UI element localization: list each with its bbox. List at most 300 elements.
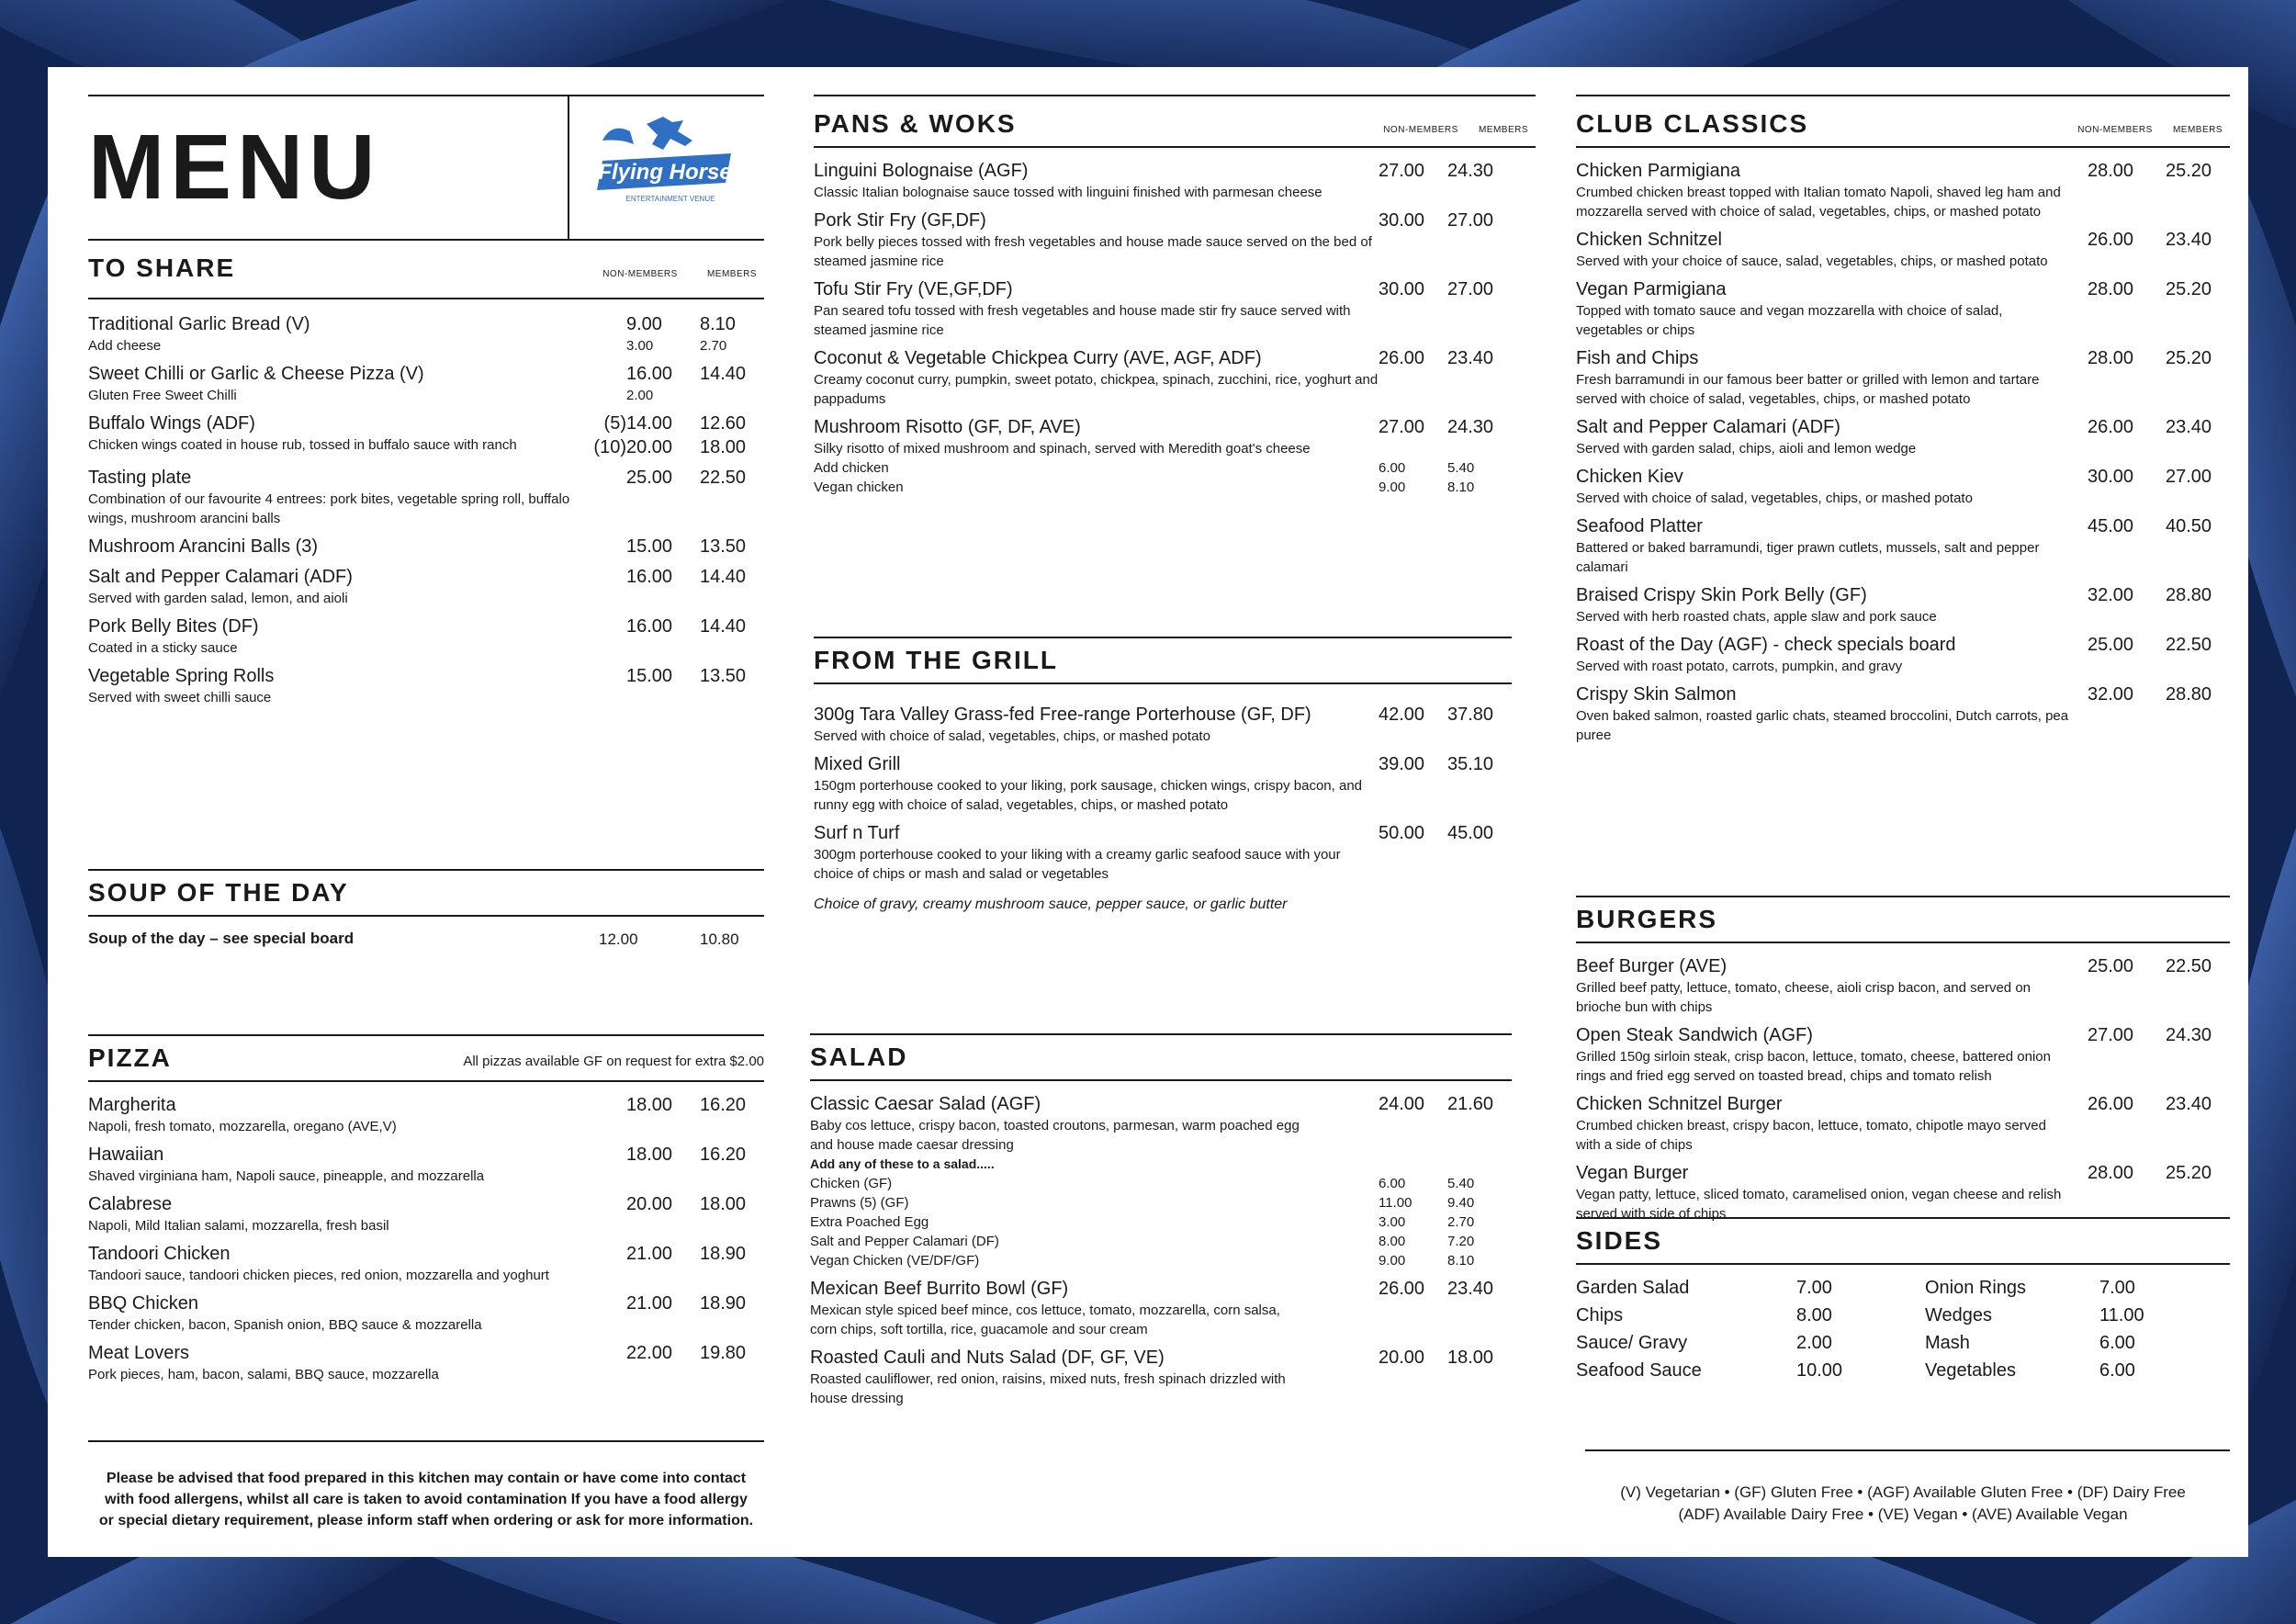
item-row (88, 535, 764, 558)
item-name: BBQ Chicken (88, 1293, 199, 1314)
grill-sauce-note: Choice of gravy, creamy mushroom sauce, pepper sauce, or garlic butter (814, 897, 1288, 912)
side-price: 7.00 (1796, 1278, 1832, 1298)
item-description: Served with roast potato, carrots, pumpkin, and gravy (1576, 659, 1903, 674)
price-members: 27.00 (1447, 279, 1494, 299)
column-left (88, 95, 764, 1528)
add-on-name: Add chicken (814, 460, 889, 476)
section-title: CLUB CLASSICS (1576, 109, 1809, 138)
price-non-members: 3.00 (626, 338, 654, 354)
side-price: 6.00 (2099, 1360, 2135, 1381)
menu-item (88, 1341, 764, 1384)
item-name: Surf n Turf (814, 823, 900, 843)
menu-item (1576, 228, 2230, 271)
price-non-members: 16.00 (626, 567, 673, 587)
item-qty: (10) (593, 437, 626, 457)
add-on-name: Chicken (GF) (810, 1176, 893, 1191)
section-title: BURGERS (1576, 905, 1718, 933)
price-members: 16.20 (700, 1145, 747, 1165)
item-description: Grilled beef patty, lettuce, tomato, cheese, aioli crisp bacon, and served on brioche bun with chips (1576, 980, 2031, 1015)
item-row (1576, 465, 2230, 489)
item-name: Roast of the Day (AGF) - check specials board (1576, 635, 1956, 655)
item-name: Classic Caesar Salad (AGF) (810, 1094, 1041, 1114)
add-on-row (810, 1193, 1512, 1212)
price-non-members: 18.00 (626, 1145, 673, 1165)
price-members: 23.40 (2166, 417, 2212, 437)
sides-table (1576, 1276, 2230, 1386)
side-price: 8.00 (1796, 1305, 1832, 1325)
item-name: Braised Crispy Skin Pork Belly (GF) (1576, 585, 1867, 605)
item-name: Crispy Skin Salmon (1576, 684, 1737, 705)
item-row (1576, 583, 2230, 607)
item-name: Mixed Grill (814, 754, 901, 774)
item-row (814, 415, 1512, 439)
price-members: 35.10 (1447, 754, 1494, 774)
item-description: Napoli, Mild Italian salami, mozzarella, fresh basil (88, 1218, 389, 1234)
price-members: 7.20 (1447, 1234, 1475, 1249)
item-row (88, 1341, 764, 1365)
side-item (1925, 1331, 2228, 1355)
side-name: Vegetables (1925, 1360, 2016, 1381)
item-row (814, 346, 1512, 370)
item-name: Mushroom Arancini Balls (3) (88, 536, 319, 557)
price-members: 25.20 (2166, 1163, 2212, 1183)
price-members: 28.80 (2166, 585, 2212, 605)
price-members: 5.40 (1447, 460, 1475, 476)
item-description: Served with garden salad, chips, aioli and lemon wedge (1576, 441, 1917, 457)
price-members: 14.40 (700, 616, 747, 637)
flying-horse-logo (569, 96, 764, 239)
item-description: Fresh barramundi in our famous beer batter or grilled with lemon and tartare served with choice of salad, vegetables, chips, or mashed potato (1576, 372, 2040, 407)
menu-item (88, 1093, 764, 1136)
price-members: 25.20 (2166, 279, 2212, 299)
item-description: Battered or baked barramundi, tiger prawn cutlets, mussels, salt and pepper calamari (1576, 540, 2040, 575)
menu-item (1576, 682, 2230, 745)
legend-line: (V) Vegetarian • (GF) Gluten Free • (AGF) Available Gluten Free • (DF) Dairy Free (1620, 1483, 2186, 1501)
item-row (814, 209, 1512, 232)
menu-item (88, 1143, 764, 1186)
price-members: 5.40 (1447, 1176, 1475, 1191)
price-non-members: 9.00 (626, 314, 662, 334)
side-name: Seafood Sauce (1576, 1360, 1702, 1381)
item-description: Silky risotto of mixed mushroom and spinach, served with Meredith goat's cheese (814, 441, 1311, 457)
price-non-members: 2.00 (626, 388, 654, 403)
side-item (1925, 1359, 2228, 1382)
price-members: 25.20 (2166, 348, 2212, 368)
item-row (88, 1291, 764, 1315)
menu-item (1576, 1161, 2230, 1224)
price-members: 18.90 (700, 1244, 747, 1264)
price-non-members: 21.00 (626, 1244, 673, 1264)
price-non-members: 20.00 (626, 437, 673, 457)
add-on-row (88, 336, 764, 355)
menu-item (1576, 633, 2230, 676)
menu-item (88, 535, 764, 558)
section-title: PANS & WOKS (814, 109, 1017, 138)
item-description: Pork pieces, ham, bacon, salami, BBQ sauce, mozzarella (88, 1367, 439, 1382)
menu-item (88, 312, 764, 355)
item-description: Served with choice of salad, vegetables, chips, or mashed potato (814, 728, 1210, 744)
item-name: Sweet Chilli or Garlic & Cheese Pizza (V) (88, 364, 424, 384)
menu-item (814, 821, 1512, 884)
pizza-list (88, 1093, 764, 1384)
item-name: Chicken Parmigiana (1576, 161, 1740, 181)
item-row (88, 565, 764, 589)
price-non-members: 39.00 (1379, 754, 1425, 774)
item-qty: (5) (603, 413, 626, 434)
item-description: Shaved virginiana ham, Napoli sauce, pineapple, and mozzarella (88, 1168, 485, 1184)
menu-item (810, 1092, 1512, 1270)
grill-section (814, 646, 1512, 913)
add-on-row (814, 458, 1512, 478)
item-row (88, 1093, 764, 1117)
section-title: SALAD (810, 1043, 908, 1071)
item-name: Seafood Platter (1576, 516, 1703, 536)
item-row (1576, 1161, 2230, 1185)
price-members: 16.20 (700, 1095, 747, 1115)
item-name: Mexican Beef Burrito Bowl (GF) (810, 1279, 1069, 1299)
price-non-members: 8.00 (1379, 1234, 1406, 1249)
menu-item (88, 565, 764, 608)
menu-item (1576, 277, 2230, 340)
item-row (88, 466, 764, 490)
price-members: 2.70 (1447, 1214, 1475, 1230)
price-non-members: 28.00 (2088, 161, 2134, 181)
price-non-members: 28.00 (2088, 348, 2134, 368)
price-members: 23.40 (2166, 230, 2212, 250)
price-members: 23.40 (1447, 1279, 1494, 1299)
side-name: Onion Rings (1925, 1278, 2027, 1298)
item-name: Buffalo Wings (ADF) (88, 413, 255, 434)
menu-item (814, 703, 1512, 746)
item-description: Tandoori sauce, tandoori chicken pieces, red onion, mozzarella and yoghurt (88, 1268, 549, 1283)
menu-item (1576, 514, 2230, 577)
price-non-members: 22.00 (626, 1343, 673, 1363)
item-description: Classic Italian bolognaise sauce tossed with linguini finished with parmesan cheese (814, 185, 1322, 200)
item-description: Baby cos lettuce, crispy bacon, toasted croutons, parmesan, warm poached egg and house made caesar dressing (810, 1118, 1300, 1153)
price-members: 8.10 (1447, 1253, 1475, 1269)
price-non-members: 21.00 (626, 1293, 673, 1314)
item-description: Creamy coconut curry, pumpkin, sweet potato, chickpea, spinach, zucchini, rice, yoghurt and pappadums (814, 372, 1379, 407)
menu-item (814, 346, 1512, 409)
side-price: 7.00 (2099, 1278, 2135, 1298)
item-description: Napoli, fresh tomato, mozzarella, oregano (AVE,V) (88, 1119, 397, 1134)
item-description: Pan seared tofu tossed with fresh vegetables and house made stir fry sauce served with steamed jasmine rice (814, 303, 1351, 338)
item-row (1576, 277, 2230, 301)
menu-item (88, 664, 764, 707)
side-price: 2.00 (1796, 1333, 1832, 1353)
side-name: Wedges (1925, 1305, 1993, 1325)
item-description: 300gm porterhouse cooked to your liking with a creamy garlic seafood sauce with your choice of chips or mash and salad or vegetables (814, 847, 1341, 882)
side-name: Mash (1925, 1333, 1970, 1353)
item-name: Coconut & Vegetable Chickpea Curry (AVE, AGF, ADF) (814, 348, 1262, 368)
price-members: 40.50 (2166, 516, 2212, 536)
item-name: Calabrese (88, 1194, 173, 1214)
side-price: 11.00 (2099, 1305, 2144, 1325)
item-name: Tofu Stir Fry (VE,GF,DF) (814, 279, 1013, 299)
menu-panel (48, 67, 2248, 1557)
item-row (814, 159, 1512, 183)
item-name: Tasting plate (88, 468, 192, 488)
item-name: Vegan Parmigiana (1576, 279, 1727, 299)
price-members: 27.00 (2166, 467, 2212, 487)
price-non-members: 27.00 (1379, 161, 1425, 181)
item-row (88, 615, 764, 638)
price-members: 13.50 (700, 666, 747, 686)
item-row (88, 1192, 764, 1216)
price-members: 24.30 (1447, 417, 1494, 437)
section-title: FROM THE GRILL (814, 646, 1058, 674)
item-description: Oven baked salmon, roasted garlic chats, steamed broccolini, Dutch carrots, pea puree (1576, 708, 2069, 743)
item-description: Served with herb roasted chats, apple slaw and pork sauce (1576, 609, 1937, 625)
item-description: Crumbed chicken breast, crispy bacon, lettuce, tomato, chipotle mayo served with a side of chips (1576, 1118, 2046, 1153)
price-non-members: 15.00 (626, 666, 673, 686)
item-name: Margherita (88, 1095, 176, 1115)
item-row (88, 1242, 764, 1266)
price-non-members: 20.00 (626, 1194, 673, 1214)
side-item (1576, 1359, 1925, 1382)
salad-list (810, 1092, 1512, 1408)
item-row (1576, 514, 2230, 538)
dietary-legend (1576, 1482, 2230, 1526)
price-non-members: 27.00 (1379, 417, 1425, 437)
price-non-members: 18.00 (626, 1095, 673, 1115)
price-headers: NON-MEMBERS MEMBERS (602, 269, 758, 279)
salad-section (810, 1043, 1512, 1415)
price-members: 19.80 (700, 1343, 747, 1363)
burgers-list (1576, 954, 2230, 1224)
item-row (88, 362, 764, 386)
item-description: Combination of our favourite 4 entrees: pork bites, vegetable spring roll, buffalo wings, mushroom arancini balls (88, 491, 570, 526)
price-headers: NON-MEMBERS MEMBERS (2077, 125, 2223, 135)
menu-item (810, 1346, 1512, 1408)
item-name: Chicken Kiev (1576, 467, 1683, 487)
pizza-note: All pizzas available GF on request for extra $2.00 (463, 1054, 764, 1069)
item-row (88, 412, 764, 435)
menu-item (88, 362, 764, 405)
side-price: 10.00 (1796, 1360, 1843, 1381)
price-members: 8.10 (700, 314, 736, 334)
item-description: Pork belly pieces tossed with fresh vegetables and house made sauce served on the bed of steamed jasmine rice (814, 234, 1372, 269)
pans-list (814, 159, 1512, 497)
add-on-row (88, 386, 764, 405)
pizza-section (88, 1043, 764, 1391)
legend-line: (ADF) Available Dairy Free • (VE) Vegan • (AVE) Available Vegan (1678, 1506, 2128, 1523)
side-name: Garden Salad (1576, 1278, 1690, 1298)
item-name: Chicken Schnitzel Burger (1576, 1094, 1783, 1114)
item-row (1576, 1023, 2230, 1047)
side-item (1925, 1303, 2228, 1327)
price-members: 8.10 (1447, 479, 1475, 495)
side-price: 6.00 (2099, 1333, 2135, 1353)
price-headers: NON-MEMBERS MEMBERS (1383, 125, 1529, 135)
price-non-members: 11.00 (1379, 1195, 1412, 1211)
price-non-members: 16.00 (626, 616, 673, 637)
item-row (1576, 1092, 2230, 1116)
menu-header (88, 95, 764, 241)
side-name: Sauce/ Gravy (1576, 1333, 1688, 1353)
menu-item (814, 209, 1512, 271)
item-row (1576, 228, 2230, 252)
price-non-members: 28.00 (2088, 279, 2134, 299)
classics-list (1576, 159, 2230, 745)
item-row (814, 277, 1512, 301)
price-non-members: 26.00 (1379, 348, 1425, 368)
price-non-members: 15.00 (626, 536, 673, 557)
item-description: Coated in a sticky sauce (88, 640, 238, 656)
item-description: 150gm porterhouse cooked to your liking, pork sausage, chicken wings, crispy bacon, and runny egg with choice of salad, vegetables, chips, or mashed potato (814, 778, 1363, 813)
soup-section (88, 878, 764, 952)
price-members: 27.00 (1447, 210, 1494, 231)
menu-item (1576, 1023, 2230, 1086)
side-name: Chips (1576, 1305, 1624, 1325)
item-name: Pork Stir Fry (GF,DF) (814, 210, 986, 231)
burgers-section (1576, 905, 2230, 1230)
price-members: 37.80 (1447, 705, 1494, 725)
item-name: Roasted Cauli and Nuts Salad (DF, GF, VE) (810, 1348, 1165, 1368)
price-members: 9.40 (1447, 1195, 1475, 1211)
price-members: 14.40 (700, 364, 747, 384)
add-on-name: Vegan chicken (814, 479, 904, 495)
item-name: Tandoori Chicken (88, 1244, 231, 1264)
price-members: 24.30 (1447, 161, 1494, 181)
item-name: Chicken Schnitzel (1576, 230, 1722, 250)
section-title: PIZZA (88, 1043, 172, 1072)
item-row (810, 1277, 1512, 1301)
menu-item (814, 159, 1512, 202)
item-row (1576, 633, 2230, 657)
page-title: MENU (88, 96, 569, 239)
item-row (88, 312, 764, 336)
price-non-members: 27.00 (2088, 1025, 2134, 1045)
price-members: 25.20 (2166, 161, 2212, 181)
section-title: TO SHARE (88, 254, 236, 282)
price-members: 23.40 (2166, 1094, 2212, 1114)
price-members: 45.00 (1447, 823, 1494, 843)
add-on-name: Prawns (5) (GF) (810, 1195, 909, 1211)
price-members: 18.90 (700, 1293, 747, 1314)
price-non-members: 30.00 (1379, 279, 1425, 299)
item-row (1576, 682, 2230, 706)
menu-item (810, 1277, 1512, 1339)
menu-item (1576, 159, 2230, 221)
add-on-row (810, 1174, 1512, 1193)
price-members: 18.00 (700, 1194, 747, 1214)
price-non-members: 30.00 (2088, 467, 2134, 487)
price-non-members: 16.00 (626, 364, 673, 384)
to-share-section (88, 254, 764, 707)
item-name: Meat Lovers (88, 1343, 190, 1363)
item-description: Served with sweet chilli sauce (88, 690, 272, 705)
item-description: Tender chicken, bacon, Spanish onion, BBQ sauce & mozzarella (88, 1317, 482, 1333)
price-members: 22.50 (2166, 635, 2212, 655)
menu-item (88, 412, 764, 459)
price-members: 21.60 (1447, 1094, 1494, 1114)
price-members: 22.50 (2166, 956, 2212, 976)
price-non-members: 6.00 (1379, 1176, 1406, 1191)
price-members: 24.30 (2166, 1025, 2212, 1045)
item-row (814, 821, 1512, 845)
item-description: Roasted cauliflower, red onion, raisins, mixed nuts, fresh spinach drizzled with house dressing (810, 1371, 1286, 1406)
menu-item (814, 415, 1512, 497)
item-row (88, 664, 764, 688)
price-non-members: 25.00 (2088, 635, 2134, 655)
menu-item (88, 466, 764, 528)
side-item (1925, 1276, 2228, 1300)
item-row (1576, 159, 2230, 183)
price-non-members: 3.00 (1379, 1214, 1406, 1230)
menu-item (1576, 415, 2230, 458)
price-members: 18.00 (1447, 1348, 1494, 1368)
column-middle (810, 95, 1536, 1406)
price-non-members: 9.00 (1379, 479, 1406, 495)
price-non-members: 28.00 (2088, 1163, 2134, 1183)
item-name: Vegetable Spring Rolls (88, 666, 275, 686)
add-on-name: Vegan Chicken (VE/DF/GF) (810, 1253, 980, 1269)
logo-subtitle: ENTERTAINMENT VENUE (625, 194, 715, 203)
add-on-label: Add any of these to a salad..... (810, 1156, 995, 1171)
price-non-members: 42.00 (1379, 705, 1425, 725)
menu-item: Soup of the day – see special board 12.00 10.80 (88, 930, 739, 948)
logo-text: Flying Horse (598, 159, 732, 185)
add-on-name: Add cheese (88, 338, 162, 354)
price-non-members: 26.00 (2088, 230, 2134, 250)
section-title: SOUP OF THE DAY (88, 878, 349, 907)
item-description: Mexican style spiced beef mince, cos lettuce, tomato, mozzarella, corn salsa, corn chips, soft tortilla, rice, guacamole and sour cream (810, 1303, 1280, 1337)
item-name: Mushroom Risotto (GF, DF, AVE) (814, 417, 1081, 437)
price-non-members: 20.00 (1379, 1348, 1425, 1368)
add-on-row (814, 478, 1512, 497)
menu-item (1576, 583, 2230, 626)
menu-item (1576, 465, 2230, 508)
item-name: Salt and Pepper Calamari (ADF) (1576, 417, 1840, 437)
side-item (1576, 1331, 1925, 1355)
column-right (1536, 95, 2230, 1523)
item-description: Vegan patty, lettuce, sliced tomato, caramelised onion, vegan cheese and relish served with side of chips (1576, 1187, 2062, 1222)
price-non-members: 50.00 (1379, 823, 1425, 843)
add-on-row (810, 1212, 1512, 1232)
price-non-members: 32.00 (2088, 684, 2134, 705)
price-non-members: 24.00 (1379, 1094, 1425, 1114)
item-row (810, 1092, 1512, 1116)
price-non-members: 26.00 (1379, 1279, 1425, 1299)
add-on-name: Gluten Free Sweet Chilli (88, 388, 237, 403)
price-members: 12.60 (700, 413, 747, 434)
price-non-members: 45.00 (2088, 516, 2134, 536)
item-name: Fish and Chips (1576, 348, 1699, 368)
item-description: Topped with tomato sauce and vegan mozzarella with choice of salad, vegetables or chips (1576, 303, 2003, 338)
price-non-members: 25.00 (626, 468, 673, 488)
item-row (88, 1143, 764, 1167)
item-row (1576, 954, 2230, 978)
item-description: Crumbed chicken breast topped with Italian tomato Napoli, shaved leg ham and mozzarella served with choice of salad, vegetables, chips, or mashed potato (1576, 185, 2061, 220)
item-row (814, 703, 1512, 727)
add-on-name: Salt and Pepper Calamari (DF) (810, 1234, 999, 1249)
item-description: Grilled 150g sirloin steak, crisp bacon, lettuce, tomato, cheese, battered onion rings and fried egg served on toasted bread, chips and tomato relish (1576, 1049, 2051, 1084)
item-description: Served with your choice of sauce, salad, vegetables, chips, or mashed potato (1576, 254, 2048, 269)
item-row (810, 1346, 1512, 1370)
to-share-list (88, 312, 764, 707)
add-on-row (810, 1251, 1512, 1270)
price-members: 14.40 (700, 567, 747, 587)
item-row (1576, 415, 2230, 439)
side-item (1576, 1303, 1925, 1327)
sides-section (1576, 1226, 2230, 1386)
menu-item (814, 752, 1512, 815)
item-name: Salt and Pepper Calamari (ADF) (88, 567, 353, 587)
item-name: Open Steak Sandwich (AGF) (1576, 1025, 1813, 1045)
item-name: 300g Tara Valley Grass-fed Free-range Porterhouse (GF, DF) (814, 705, 1311, 725)
price-non-members: 30.00 (1379, 210, 1425, 231)
